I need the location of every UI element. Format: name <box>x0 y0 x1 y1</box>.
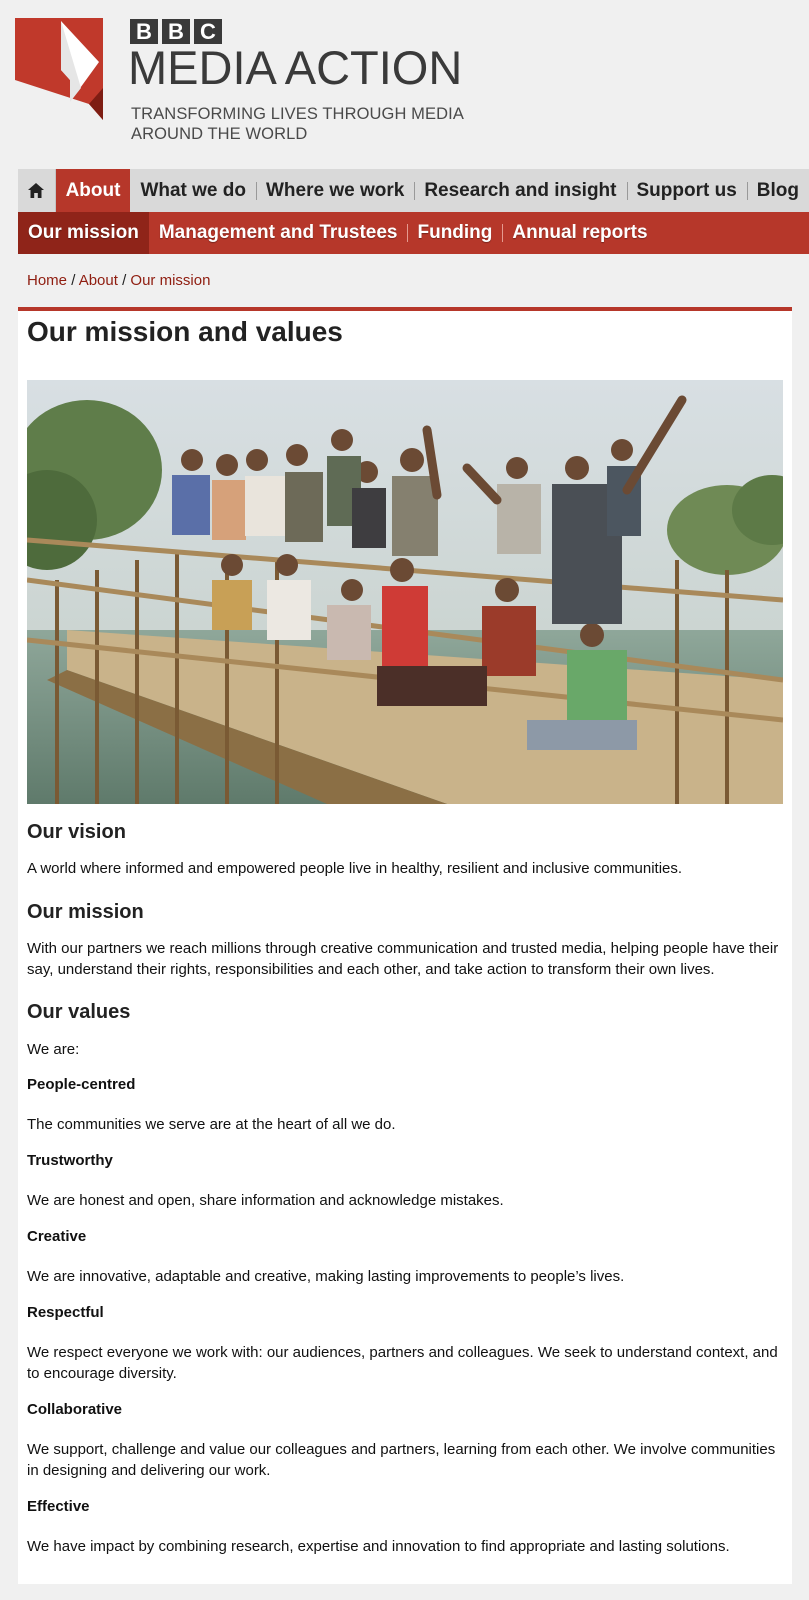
value-item-text <box>27 1439 783 1481</box>
brand-name[interactable]: MEDIA ACTION <box>128 41 463 94</box>
primary-nav <box>18 169 809 212</box>
nav-what-we-do[interactable]: What we do <box>140 179 246 201</box>
value-text: We respect everyone we work with: our audiences, partners and colleagues. We seek to understand context, and to encourage diversity. <box>27 1344 778 1382</box>
value-item-text <box>27 1342 783 1384</box>
mission-heading: Our mission <box>27 901 144 923</box>
value-item <box>27 1076 783 1093</box>
subnav-management-and-trustees[interactable]: Management and Trustees <box>158 222 398 243</box>
value-name: People-centred <box>27 1076 136 1093</box>
values-heading: Our values <box>27 1001 131 1023</box>
vision-text-block <box>27 858 783 879</box>
value-text: We are innovative, adaptable and creative, making lasting improvements to people’s lives. <box>27 1268 625 1285</box>
nav-home[interactable] <box>18 169 56 212</box>
vision-heading: Our vision <box>27 821 126 843</box>
value-item-text <box>27 1536 783 1557</box>
nav-blog[interactable]: Blog <box>747 169 809 212</box>
value-item-text <box>27 1266 783 1287</box>
mission-section <box>27 901 783 924</box>
value-name: Effective <box>27 1498 90 1515</box>
nav-about[interactable]: About <box>56 169 131 212</box>
main-content <box>18 307 792 1584</box>
team-photo <box>27 380 783 804</box>
breadcrumb-current[interactable]: Our mission <box>130 272 211 289</box>
value-item <box>27 1401 783 1418</box>
values-intro-block <box>27 1039 783 1060</box>
nav-where-we-work[interactable]: Where we work <box>256 169 414 212</box>
value-text: The communities we serve are at the heart of all we do. <box>27 1116 396 1133</box>
subnav-funding[interactable]: Funding <box>407 212 502 254</box>
value-text: We have impact by combining research, expertise and innovation to find appropriate and lasting solutions. <box>27 1538 730 1555</box>
breadcrumb-home[interactable]: Home <box>27 272 68 289</box>
value-name: Creative <box>27 1228 87 1245</box>
subnav-our-mission[interactable]: Our mission <box>18 212 149 254</box>
value-item <box>27 1498 783 1515</box>
brand-tagline: TRANSFORMING LIVES THROUGH MEDIA AROUND THE WORLD <box>131 105 464 143</box>
bbc-letter: B <box>162 19 190 44</box>
value-name: Trustworthy <box>27 1152 113 1169</box>
breadcrumb-separator: / <box>122 272 127 289</box>
mission-text: With our partners we reach millions through creative communication and trusted media, helping people have their say, understand their rights, responsibilities and each other, and take action to transform their own lives. <box>27 940 779 978</box>
site-header <box>0 0 809 168</box>
nav-support-us[interactable]: Support us <box>627 169 747 212</box>
secondary-nav <box>18 212 809 254</box>
media-action-logo-icon[interactable] <box>15 18 105 120</box>
team-on-bridge-image <box>27 380 783 804</box>
values-intro: We are: <box>27 1041 80 1058</box>
value-item <box>27 1304 783 1321</box>
nav-research-and-insight[interactable]: Research and insight <box>414 169 626 212</box>
subnav-annual-reports[interactable]: Annual reports <box>502 212 657 254</box>
breadcrumb-separator: / <box>71 272 76 289</box>
mission-text-block <box>27 938 783 980</box>
value-item <box>27 1228 783 1245</box>
value-item-text <box>27 1114 783 1135</box>
breadcrumb <box>27 272 210 289</box>
breadcrumb-about[interactable]: About <box>78 272 118 289</box>
home-icon <box>28 183 44 198</box>
value-item <box>27 1152 783 1169</box>
vision-text: A world where informed and empowered people live in healthy, resilient and inclusive communities. <box>27 860 683 877</box>
value-text: We support, challenge and value our colleagues and partners, learning from each other. We involve communities in designing and delivering our work. <box>27 1441 776 1479</box>
values-section <box>27 1001 783 1024</box>
value-item-text <box>27 1190 783 1211</box>
bbc-letter: B <box>130 19 158 44</box>
page-title: Our mission and values <box>27 316 343 347</box>
vision-section <box>27 821 783 844</box>
bbc-letter: C <box>194 19 222 44</box>
value-text: We are honest and open, share information and acknowledge mistakes. <box>27 1192 504 1209</box>
value-name: Respectful <box>27 1304 104 1321</box>
value-name: Collaborative <box>27 1401 123 1418</box>
